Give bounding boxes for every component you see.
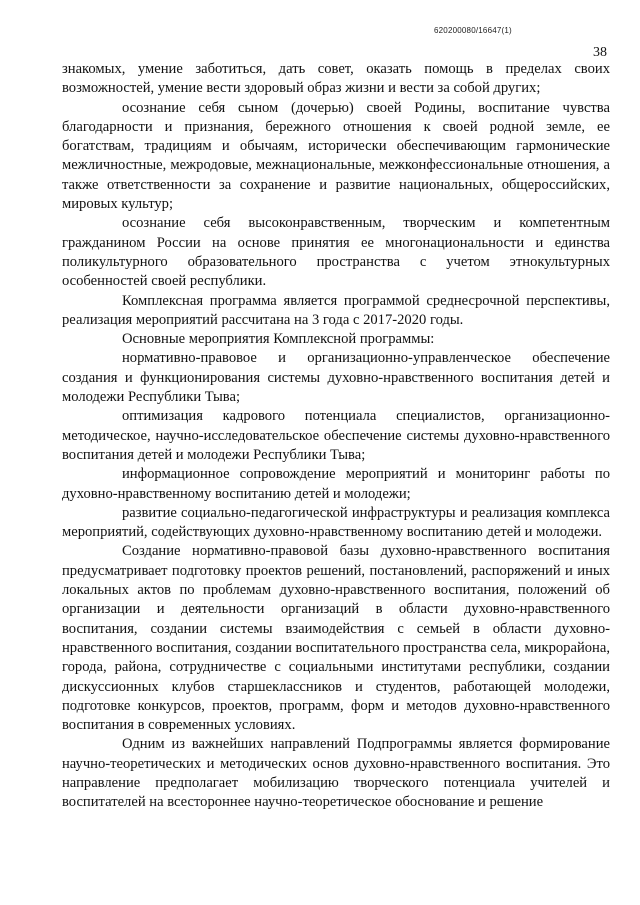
paragraph: осознание себя сыном (дочерью) своей Родины, воспитание чувства благодарности и признания, бережного отношения к своей родной земле, ее богатствам, традициям и обычаям, исторически обеспечивающим гармонические межличностные, межродовые, межнациональные, межконфессиональные отношения, а также ответственности за сохранение и развитие национальных, общероссийских, мировых культур; bbox=[62, 99, 610, 213]
paragraph: осознание себя высоконравственным, творческим и компетентным гражданином России на основе принятия ее многонациональности и единства поликультурного образовательного пространства с учетом этнокультурных особенностей своей республики. bbox=[62, 215, 610, 290]
document-body bbox=[62, 60, 610, 813]
paragraph: Одним из важнейших направлений Подпрограммы является формирование научно-теоретических и методических основ духовно-нравственного воспитания. Это направление предполагает мобилизацию творческого потенциала учителей и воспитателей на всестороннее научно-теоретическое обоснование и решение bbox=[62, 736, 610, 811]
paragraph: развитие социально-педагогической инфраструктуры и реализация комплекса мероприятий, содействующих духовно-нравственному воспитанию детей и молодежи. bbox=[62, 504, 610, 541]
paragraph: Комплексная программа является программой среднесрочной перспективы, реализация мероприятий рассчитана на 3 года с 2017-2020 годы. bbox=[62, 292, 610, 328]
paragraph: Основные мероприятия Комплексной программы: bbox=[122, 331, 435, 348]
paragraph: информационное сопровождение мероприятий и мониторинг работы по духовно-нравственному воспитанию детей и молодежи; bbox=[62, 466, 610, 502]
page-number: 38 bbox=[593, 45, 607, 60]
paragraph: оптимизация кадрового потенциала специалистов, организационно-методическое, научно-исследовательское обеспечение системы духовно-нравственного воспитания детей и молодежи Республики Тыва; bbox=[62, 408, 610, 463]
paragraph: Создание нормативно-правовой базы духовно-нравственного воспитания предусматривает подготовку проектов решений, постановлений, распоряжений и иных локальных актов по проблемам духовно-нравственного воспитания, положений об организации и деятельности организаций в области духовно-нравственного воспитания, создании системы взаимодействия с семьей в области духовно-нравственного воспитания, создании воспитательного пространства села, микрорайона, города, района, сотрудничестве с социальными институтами республики, создании дискуссионных клубов старшеклассников и студентов, работающей молодежи, подготовке конкурсов, проектов, программ, форм и методов духовно-нравственного воспитания в современных условиях. bbox=[62, 543, 610, 734]
document-id: 620200080/16647(1) bbox=[434, 26, 512, 35]
paragraph: нормативно-правовое и организационно-управленческое обеспечение создания и функционирования системы духовно-нравственного воспитания детей и молодежи Республики Тыва; bbox=[62, 350, 610, 406]
paragraph: знакомых, умение заботиться, дать совет, оказать помощь в пределах своих возможностей, умение вести здоровый образ жизни и вести за собой других; bbox=[62, 61, 610, 97]
